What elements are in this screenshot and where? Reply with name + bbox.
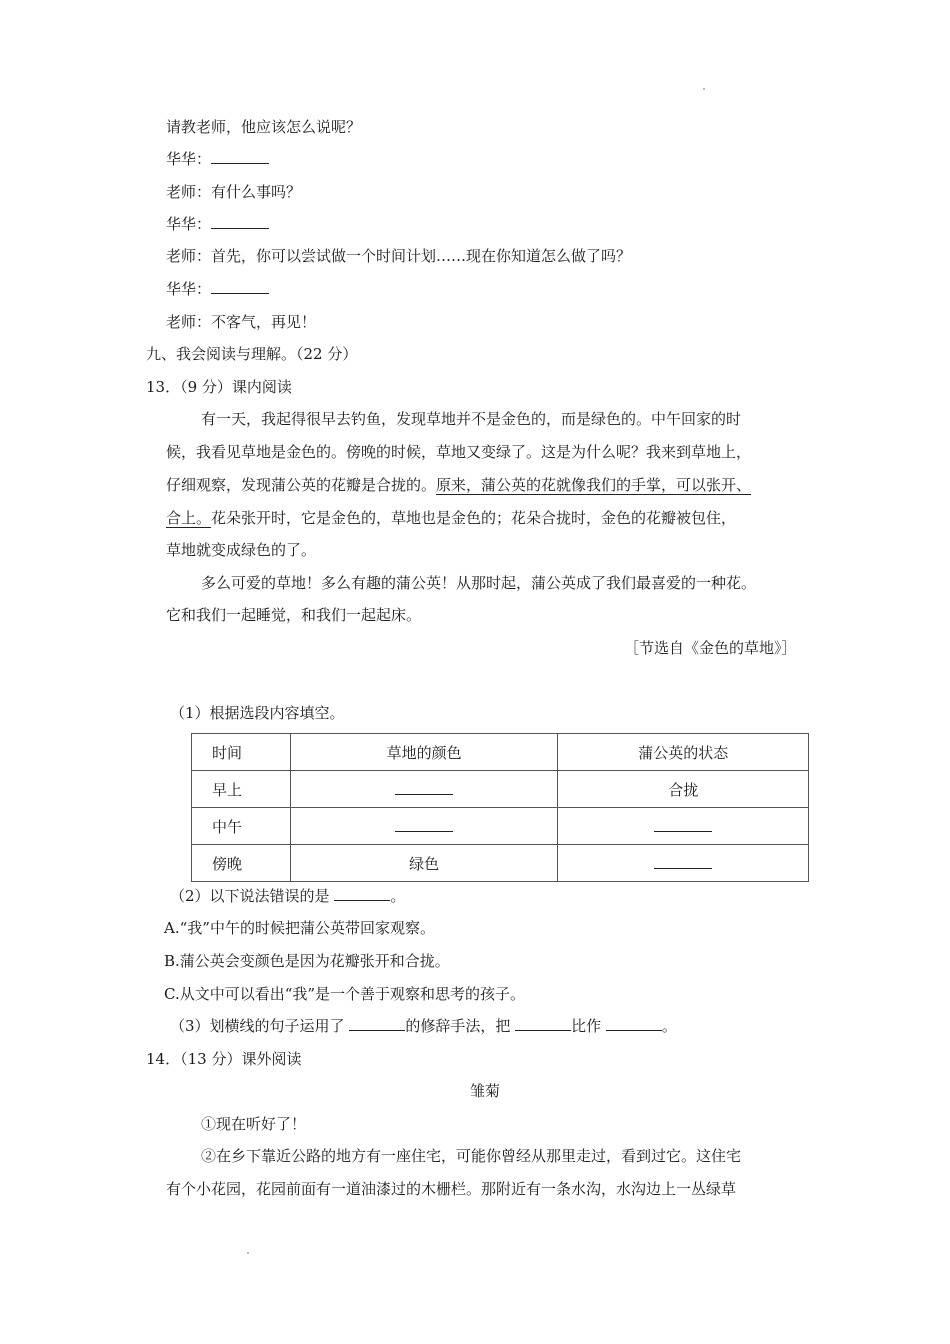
speaker-label: 华华： (166, 280, 212, 298)
answer-blank[interactable] (654, 854, 712, 869)
underlined-sentence: 合上。 (166, 509, 212, 527)
scan-dot (703, 88, 705, 90)
subquestion-1: （1）根据选段内容填空。 (170, 704, 345, 722)
passage-text: 有个小花园，花园前面有一道油漆过的木栅栏。那附近有一条水沟，水沟边上一丛绿草 (166, 1180, 737, 1198)
table-cell (558, 808, 809, 845)
answer-blank[interactable] (654, 817, 712, 832)
speaker-label: 华华： (166, 215, 212, 233)
table-cell (558, 845, 809, 882)
dialogue-line: 老师：不客气，再见！ (166, 313, 317, 331)
passage-title: 雏菊 (470, 1082, 501, 1100)
passage-text: 有一天，我起得很早去钓鱼，发现草地并不是金色的，而是绿色的。中午回家的时 (201, 410, 742, 428)
section-title: 九、我会阅读与理解。（22 分） (146, 345, 358, 363)
answer-blank[interactable] (395, 817, 453, 832)
scan-dot (247, 1252, 249, 1254)
table-cell (290, 771, 558, 808)
passage-source: ［节选自《金色的草地》］ (624, 639, 797, 657)
answer-blank[interactable] (515, 1016, 571, 1031)
dialogue-line (166, 214, 269, 234)
dialogue-line (166, 279, 269, 299)
passage-text: 候，我看见草地是金色的。傍晚的时候，草地又变绿了。这是为什么呢？我来到草地上， (166, 443, 752, 461)
passage-text: ②在乡下靠近公路的地方有一座住宅，可能你曾经从那里走过，看到过它。这住宅 (201, 1147, 742, 1165)
fill-in-table (191, 733, 809, 882)
table-cell (290, 808, 558, 845)
passage-text: 草地就变成绿色的了。 (166, 541, 317, 559)
table-header-cell: 时间 (192, 734, 291, 771)
table-row (192, 771, 809, 808)
question-14-header: 14．（13 分）课外阅读 (146, 1050, 302, 1068)
answer-blank[interactable] (606, 1016, 662, 1031)
subquestion-2: （2）以下说法错误的是 。 (170, 887, 406, 905)
dialogue-intro: 请教老师，他应该怎么说呢？ (166, 118, 362, 136)
option-c[interactable]: C.从文中可以看出“我”是一个善于观察和思考的孩子。 (164, 985, 526, 1003)
passage-text: 合上。花朵张开时，它是金色的，草地也是金色的；花朵合拢时，金色的花瓣被包住， (166, 509, 737, 527)
table-cell: 早上 (192, 771, 291, 808)
option-b[interactable]: B.蒲公英会变颜色是因为花瓣张开和合拢。 (164, 952, 450, 970)
table-header-row (192, 734, 809, 771)
underlined-sentence: 原来，蒲公英的花就像我们的手掌，可以张开、 (436, 476, 752, 494)
table-cell: 傍晚 (192, 845, 291, 882)
passage-text: 它和我们一起睡觉，和我们一起起床。 (166, 606, 422, 624)
dialogue-line (166, 149, 269, 169)
table-cell: 合拢 (558, 771, 809, 808)
option-a[interactable]: A.“我”中午的时候把蒲公英带回家观察。 (164, 919, 435, 937)
table-cell: 绿色 (290, 845, 558, 882)
subquestion-3: （3）划横线的句子运用了 的修辞手法，把 比作 。 (170, 1017, 677, 1035)
answer-blank[interactable] (334, 886, 390, 901)
question-13-header: 13．（9 分）课内阅读 (146, 378, 292, 396)
answer-blank[interactable] (395, 780, 453, 795)
dialogue-line: 老师：有什么事吗？ (166, 183, 302, 201)
passage-text: 仔细观察，发现蒲公英的花瓣是合拢的。原来，蒲公英的花就像我们的手掌，可以张开、 (166, 476, 752, 494)
passage-text: 多么可爱的草地！多么有趣的蒲公英！从那时起，蒲公英成了我们最喜爱的一种花。 (201, 574, 757, 592)
speaker-label: 华华： (166, 150, 212, 168)
dialogue-line: 老师：首先，你可以尝试做一个时间计划……现在你知道怎么做了吗？ (166, 247, 632, 265)
passage-text: ①现在听好了！ (201, 1115, 307, 1133)
table-row (192, 845, 809, 882)
answer-blank[interactable] (211, 214, 269, 229)
table-cell: 中午 (192, 808, 291, 845)
table-header-cell: 蒲公英的状态 (558, 734, 809, 771)
table-row (192, 808, 809, 845)
answer-blank[interactable] (211, 149, 269, 164)
answer-blank[interactable] (211, 279, 269, 294)
answer-blank[interactable] (349, 1016, 405, 1031)
table-header-cell: 草地的颜色 (290, 734, 558, 771)
